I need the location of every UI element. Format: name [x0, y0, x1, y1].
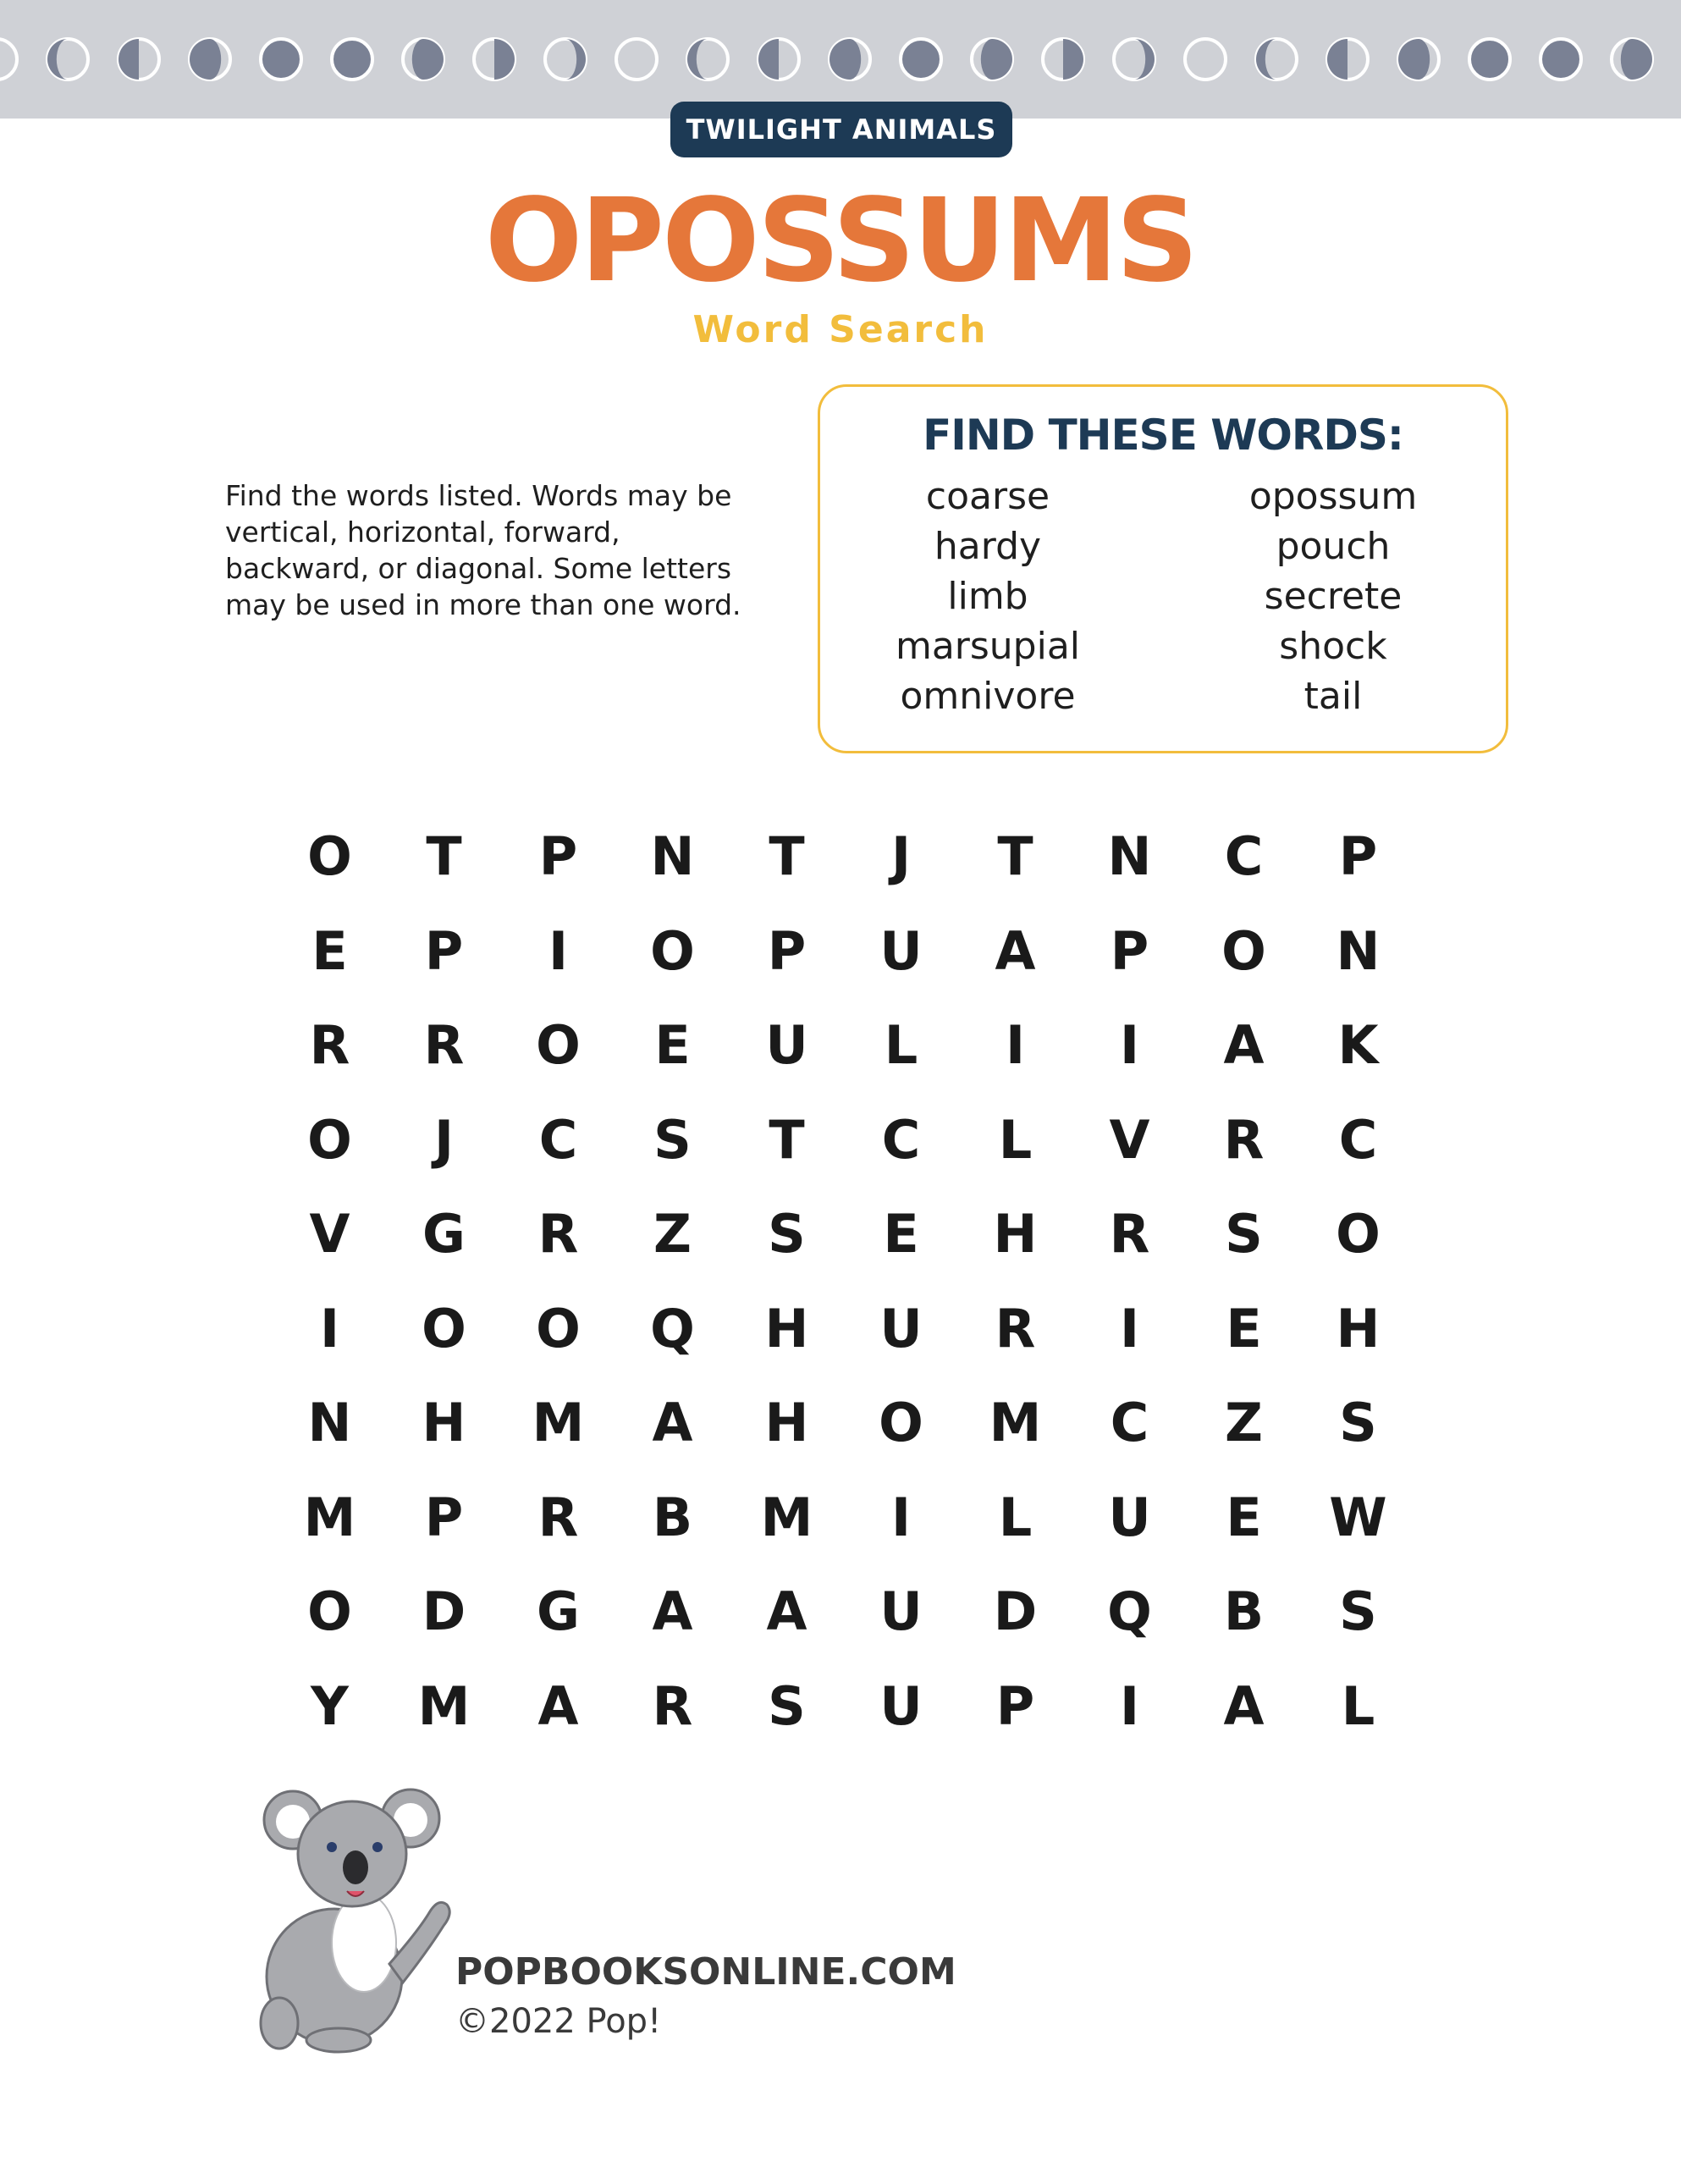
grid-letter: G	[422, 1203, 466, 1266]
word-list-box	[818, 384, 1508, 753]
grid-letter: D	[993, 1580, 1038, 1643]
grid-letter: E	[311, 919, 348, 982]
word-item: coarse	[925, 475, 1050, 518]
grid-letter: H	[993, 1203, 1038, 1266]
grid-letter: O	[307, 825, 352, 888]
grid-letter: E	[1226, 1297, 1262, 1359]
grid-letter: T	[769, 825, 805, 888]
grid-letter: A	[995, 919, 1036, 982]
grid-letter: M	[303, 1486, 356, 1548]
grid-letter: Z	[1225, 1392, 1263, 1454]
grid-letter: Q	[650, 1297, 695, 1359]
grid-letter: S	[768, 1674, 806, 1737]
grid-letter: P	[538, 825, 578, 888]
grid-letter: O	[650, 919, 695, 982]
grid-letter: A	[537, 1674, 579, 1737]
moon-phase-icon	[1469, 39, 1510, 80]
grid-letter: U	[879, 1297, 923, 1359]
grid-letter: H	[764, 1392, 809, 1454]
grid-letter: N	[1107, 825, 1152, 888]
moon-phase-icon	[1327, 39, 1368, 80]
moon-phase-icon	[1185, 39, 1226, 80]
grid-letter: L	[884, 1014, 918, 1077]
grid-letter: R	[309, 1014, 350, 1077]
grid-letter: A	[652, 1392, 693, 1454]
word-item: marsupial	[895, 625, 1081, 668]
grid-letter: O	[307, 1108, 352, 1171]
grid-letter: M	[989, 1392, 1042, 1454]
grid-letter: A	[766, 1580, 807, 1643]
grid-letter: T	[769, 1108, 805, 1171]
moon-phase-icon	[1398, 39, 1439, 80]
grid-letter: U	[879, 1580, 923, 1643]
grid-letter: R	[537, 1486, 579, 1548]
grid-letter: R	[423, 1014, 465, 1077]
grid-letter: P	[424, 919, 464, 982]
grid-letter: E	[654, 1014, 691, 1077]
grid-letter: M	[760, 1486, 813, 1548]
moon-phase-icon	[332, 39, 372, 80]
moon-phase-icon	[403, 39, 444, 80]
moon-phase-row	[0, 0, 1681, 119]
grid-letter: M	[532, 1392, 585, 1454]
grid-letter: I	[1119, 1297, 1140, 1359]
grid-letter: S	[1225, 1203, 1263, 1266]
grid-letter: H	[1336, 1297, 1381, 1359]
grid-letter: H	[764, 1297, 809, 1359]
grid-letter: Q	[1107, 1580, 1152, 1643]
grid-letter: H	[422, 1392, 466, 1454]
grid-letter: R	[1109, 1203, 1150, 1266]
moon-phase-icon	[1256, 39, 1297, 80]
grid-letter: R	[652, 1674, 693, 1737]
grid-letter: G	[537, 1580, 580, 1643]
grid-letter: I	[890, 1486, 912, 1548]
word-item: shock	[1279, 625, 1387, 668]
grid-letter: O	[422, 1297, 466, 1359]
word-list-left	[861, 472, 1115, 721]
word-item: pouch	[1276, 525, 1391, 568]
grid-letter: P	[995, 1674, 1035, 1737]
grid-letter: V	[1109, 1108, 1150, 1171]
moon-phase-icon	[0, 39, 17, 80]
grid-letter: S	[768, 1203, 806, 1266]
grid-letter: A	[1223, 1674, 1265, 1737]
grid-letter: A	[1223, 1014, 1265, 1077]
grid-letter: I	[1119, 1674, 1140, 1737]
grid-letter: J	[433, 1108, 455, 1171]
word-list-right	[1206, 472, 1460, 721]
grid-letter: C	[1224, 825, 1264, 888]
grid-letter: I	[1005, 1014, 1026, 1077]
grid-letter: J	[890, 825, 912, 888]
grid-letter: N	[1336, 919, 1381, 982]
word-item: omnivore	[900, 675, 1076, 718]
grid-letter: C	[1338, 1108, 1378, 1171]
grid-letter: O	[879, 1392, 923, 1454]
grid-letter: I	[319, 1297, 340, 1359]
grid-letter: L	[998, 1486, 1033, 1548]
copyright-text: ©2022 Pop!	[455, 2002, 662, 2041]
grid-letter: O	[1221, 919, 1266, 982]
grid-letter: C	[538, 1108, 578, 1171]
word-item: opossum	[1248, 475, 1418, 518]
grid-letter: P	[1338, 825, 1378, 888]
moon-phase-icon	[118, 39, 159, 80]
moon-phase-icon	[47, 39, 88, 80]
grid-letter: O	[536, 1014, 581, 1077]
grid-letter: K	[1337, 1014, 1379, 1077]
moon-phase-icon	[687, 39, 728, 80]
grid-letter: T	[997, 825, 1033, 888]
grid-letter: S	[1339, 1580, 1377, 1643]
grid-letter: B	[1223, 1580, 1265, 1643]
moon-phase-icon	[1043, 39, 1083, 80]
grid-letter: P	[1110, 919, 1149, 982]
moon-phase-icon	[972, 39, 1012, 80]
moon-phase-icon	[545, 39, 586, 80]
moon-phase-band	[0, 0, 1681, 119]
grid-letter: E	[883, 1203, 919, 1266]
grid-letter: V	[309, 1203, 350, 1266]
grid-letter: W	[1329, 1486, 1387, 1548]
grid-letter: N	[307, 1392, 352, 1454]
word-item: limb	[947, 575, 1028, 618]
moon-phase-icon	[474, 39, 515, 80]
grid-letter: Y	[311, 1674, 349, 1737]
grid-letter: R	[537, 1203, 579, 1266]
moon-phase-icon	[829, 39, 870, 80]
moon-phase-icon	[616, 39, 657, 80]
page-title: OPOSSUMS	[484, 174, 1197, 308]
grid-letter: U	[765, 1014, 808, 1077]
grid-letter: A	[652, 1580, 693, 1643]
grid-letter: Z	[653, 1203, 692, 1266]
grid-letter: B	[652, 1486, 693, 1548]
moon-phase-icon	[1114, 39, 1155, 80]
word-item: hardy	[934, 525, 1042, 568]
grid-letter: P	[767, 919, 807, 982]
grid-letter: U	[1108, 1486, 1151, 1548]
grid-letter: O	[307, 1580, 352, 1643]
moon-phase-icon	[190, 39, 230, 80]
grid-letter: C	[1110, 1392, 1149, 1454]
grid-letter: N	[650, 825, 695, 888]
letter-grid	[273, 809, 1415, 1753]
word-item: secrete	[1264, 575, 1403, 618]
grid-letter: S	[653, 1108, 692, 1171]
grid-letter: M	[417, 1674, 471, 1737]
moon-phase-icon	[1612, 39, 1652, 80]
grid-letter: I	[1119, 1014, 1140, 1077]
page-subtitle: Word Search	[692, 308, 989, 351]
grid-letter: L	[1341, 1674, 1375, 1737]
grid-letter: U	[879, 1674, 923, 1737]
moon-phase-icon	[758, 39, 799, 80]
grid-letter: S	[1339, 1392, 1377, 1454]
koala-illustration	[237, 1786, 466, 2057]
grid-letter: O	[536, 1297, 581, 1359]
instructions-text: Find the words listed. Words may be vertical, horizontal, forward, backward, or diagonal. Some letters may be used in more than one word.	[225, 479, 741, 621]
grid-letter: P	[424, 1486, 464, 1548]
grid-letter: R	[995, 1297, 1036, 1359]
category-badge: TWILIGHT ANIMALS	[670, 102, 1012, 157]
grid-letter: O	[1336, 1203, 1381, 1266]
grid-letter: L	[998, 1108, 1033, 1171]
website-link[interactable]: POPBOOKSONLINE.COM	[455, 1950, 956, 1994]
word-list-title: FIND THESE WORDS:	[923, 411, 1403, 460]
grid-letter: C	[881, 1108, 921, 1171]
grid-letter: D	[422, 1580, 466, 1643]
grid-letter: R	[1223, 1108, 1265, 1171]
grid-letter: E	[1226, 1486, 1262, 1548]
grid-letter: T	[426, 825, 462, 888]
moon-phase-icon	[901, 39, 941, 80]
grid-letter: I	[548, 919, 569, 982]
moon-phase-icon	[1540, 39, 1581, 80]
moon-phase-icon	[261, 39, 301, 80]
word-item: tail	[1303, 675, 1363, 718]
grid-letter: U	[879, 919, 923, 982]
